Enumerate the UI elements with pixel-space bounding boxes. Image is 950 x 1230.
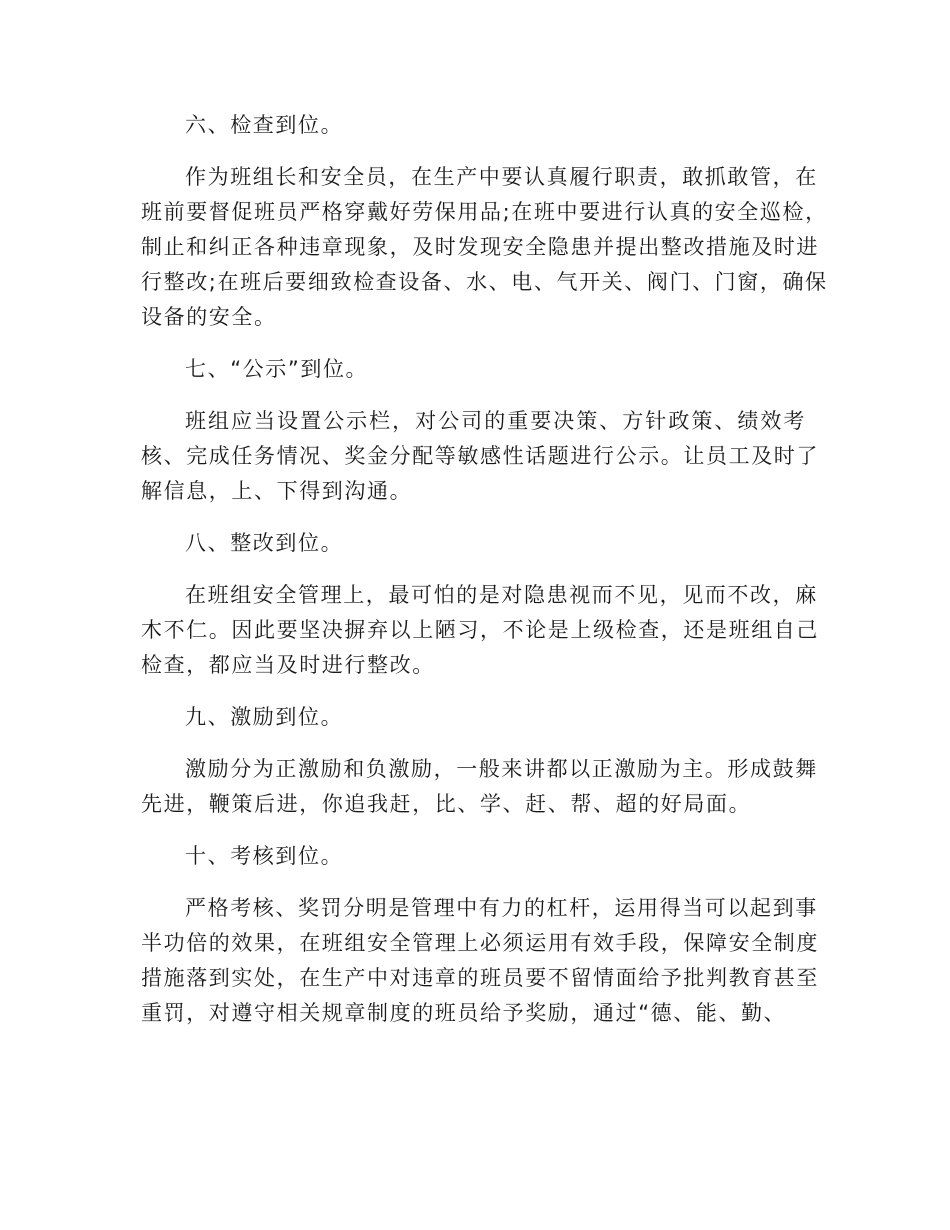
section-heading-6: 六、检查到位。 [185, 113, 344, 137]
section-heading-9: 九、激励到位。 [185, 705, 344, 729]
paragraph-line: 制止和纠正各种违章现象，及时发现安全隐患并提出整改措施及时进 [141, 235, 819, 259]
paragraph-line: 作为班组长和安全员，在生产中要认真履行职责，敢抓敢管，在 [185, 165, 818, 189]
section-paragraph-7 [141, 404, 819, 509]
section-paragraph-8 [141, 578, 819, 683]
document-body [141, 108, 828, 1048]
section-heading-8: 八、整改到位。 [185, 531, 344, 555]
section-heading-7: 七、“公示”到位。 [185, 357, 369, 381]
paragraph-line: 先进，鞭策后进，你追我赶，比、学、赶、帮、超的好局面。 [141, 792, 752, 816]
paragraph-line: 核、完成任务情况、奖金分配等敏感性话题进行公示。让员工及时了 [141, 444, 819, 468]
section-paragraph-10 [141, 891, 819, 1031]
paragraph-line: 解信息，上、下得到沟通。 [141, 479, 413, 503]
paragraph-line: 设备的安全。 [141, 305, 277, 329]
paragraph-line: 班前要督促班员严格穿戴好劳保用品;在班中要进行认真的安全巡检， [141, 200, 828, 224]
paragraph-line: 措施落到实处，在生产中对违章的班员要不留情面给予批判教育甚至 [141, 966, 819, 990]
paragraph-line: 行整改;在班后要细致检查设备、水、电、气开关、阀门、门窗，确保 [141, 270, 828, 294]
paragraph-line: 半功倍的效果，在班组安全管理上必须运用有效手段，保障安全制度 [141, 931, 819, 955]
paragraph-line: 激励分为正激励和负激励，一般来讲都以正激励为主。形成鼓舞 [185, 757, 818, 781]
paragraph-line: 在班组安全管理上，最可怕的是对隐患视而不见，见而不改，麻 [185, 583, 818, 607]
section-heading-10: 十、考核到位。 [185, 844, 344, 868]
paragraph-line: 重罚，对遵守相关规章制度的班员给予奖励，通过“德、能、勤、 [141, 1001, 787, 1025]
paragraph-line: 严格考核、奖罚分明是管理中有力的杠杆，运用得当可以起到事 [185, 896, 818, 920]
section-paragraph-6 [141, 160, 828, 335]
paragraph-line: 木不仁。因此要坚决摒弃以上陋习，不论是上级检查，还是班组自己 [141, 618, 819, 642]
paragraph-line: 班组应当设置公示栏，对公司的重要决策、方针政策、绩效考 [185, 409, 806, 433]
paragraph-line: 检查，都应当及时进行整改。 [141, 653, 435, 677]
section-paragraph-9 [141, 752, 818, 822]
